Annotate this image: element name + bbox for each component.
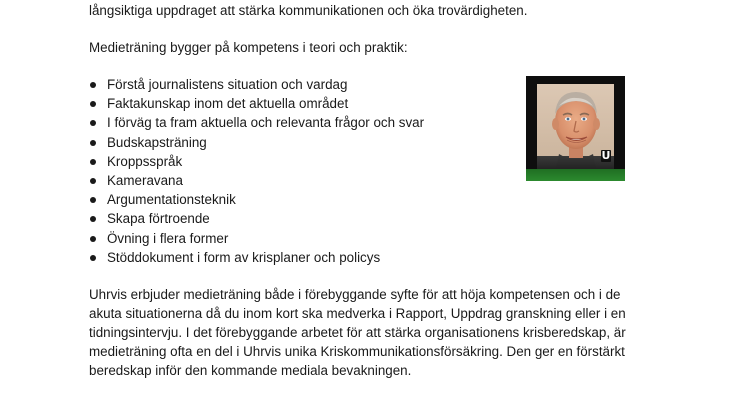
photo-accent-bar [526,169,625,181]
closing-line: beredskap inför den kommande mediala bevakningen. [89,363,412,378]
bullet-dot-icon [90,178,96,184]
closing-line: akuta situationerna då du inom kort ska medverka i Rapport, Uppdrag granskning eller i en [89,306,626,321]
list-item: Budskapsträning [89,133,424,152]
list-item: Kroppsspråk [89,152,424,171]
list-item: Övning i flera former [89,229,424,248]
list-item: Stöddokument i form av krisplaner och policys [89,248,424,267]
list-item: Kameravana [89,171,424,190]
bullet-list [89,75,424,267]
bullet-dot-icon [90,216,96,222]
logo-mark: U [601,149,611,162]
closing-line: Uhrvis erbjuder medieträning både i förebyggande syfte för att höja kompetensen och i de [89,287,621,302]
bullet-dot-icon [90,255,96,261]
bullet-dot-icon [90,197,96,203]
paragraph-top-line: långsiktiga uppdraget att stärka kommunikationen och öka trovärdigheten. [89,3,528,18]
list-item: I förväg ta fram aktuella och relevanta frågor och svar [89,113,424,132]
portrait-image [537,84,614,172]
list-item: Förstå journalistens situation och vardag [89,75,424,94]
closing-line: medieträning ofta en del i Uhrvis unika Kriskommunikationsförsäkring. Den ger en förstärkt [89,344,625,359]
paragraph-closing [89,285,689,380]
bullet-dot-icon [90,140,96,146]
list-item: Skapa förtroende [89,209,424,228]
paragraph-intro: Medieträning bygger på kompetens i teori och praktik: [89,40,408,55]
bullet-dot-icon [90,101,96,107]
bullet-dot-icon [90,120,96,126]
closing-line: tidningsintervju. I det förebyggande arbetet för att stärka organisationens krisberedskap, är [89,325,626,340]
bullet-dot-icon [90,236,96,242]
portrait-photo [526,76,625,181]
bullet-dot-icon [90,159,96,165]
list-item: Faktakunskap inom det aktuella området [89,94,424,113]
list-item: Argumentationsteknik [89,190,424,209]
bullet-dot-icon [90,82,96,88]
